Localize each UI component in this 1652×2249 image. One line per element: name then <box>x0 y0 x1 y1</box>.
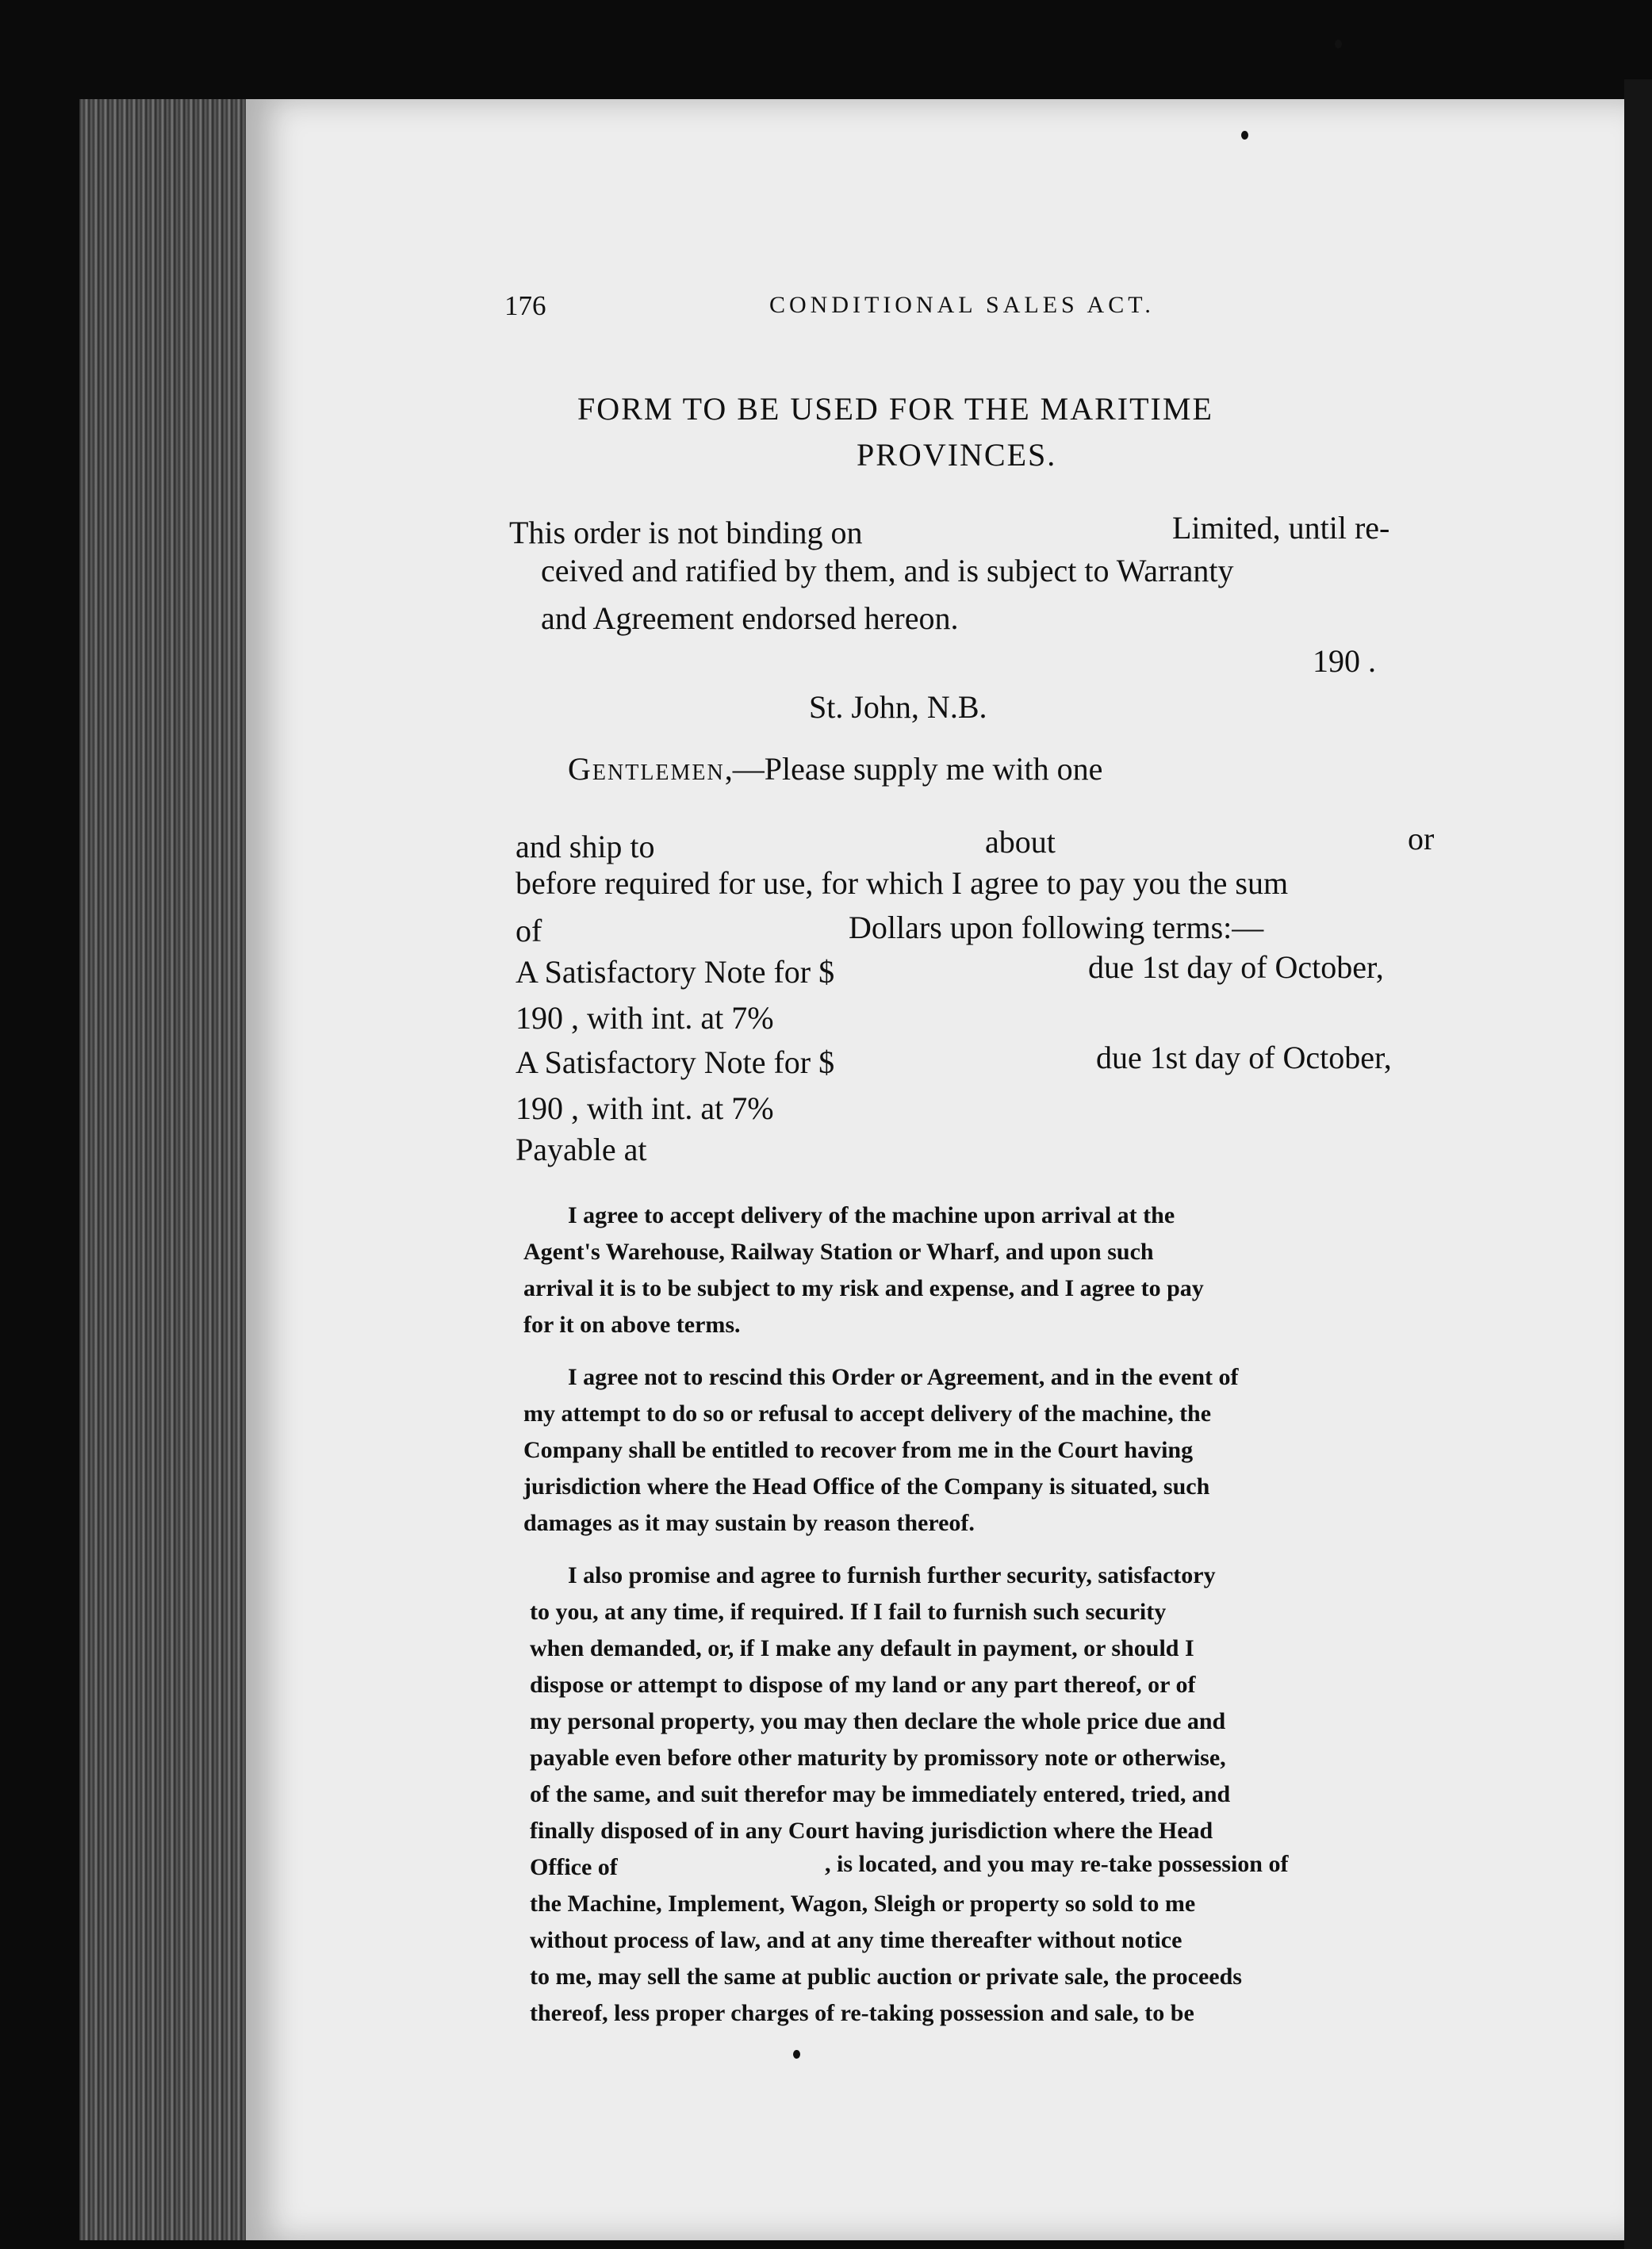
dollars-terms: Dollars upon following terms:— <box>849 910 1264 945</box>
para3-line: dispose or attempt to dispose of my land or any part thereof, or of <box>530 1672 1196 1698</box>
notice-line-3: and Agreement endorsed hereon. <box>541 600 959 636</box>
place-line: St. John, N.B. <box>809 689 987 725</box>
para2-line: Company shall be entitled to recover from me in the Court having <box>523 1437 1194 1463</box>
of-label: of <box>516 913 542 948</box>
running-title: CONDITIONAL SALES ACT. <box>769 292 1155 318</box>
note-1-interest: 190 , with int. at 7% <box>516 1000 774 1036</box>
para3-line: payable even before other maturity by promissory note or otherwise, <box>530 1745 1226 1771</box>
para2-line: my attempt to do so or refusal to accept delivery of the machine, the <box>523 1400 1212 1427</box>
or-label: or <box>1408 821 1435 856</box>
para1-line: arrival it is to be subject to my risk and expense, and I agree to pay <box>523 1275 1204 1301</box>
para2-line: damages as it may sustain by reason thereof. <box>523 1510 975 1536</box>
note-1-amount: A Satisfactory Note for $ <box>516 954 835 990</box>
para3-line: the Machine, Implement, Wagon, Sleigh or property so sold to me <box>530 1891 1196 1917</box>
form-title-line-1: FORM TO BE USED FOR THE MARITIME <box>577 391 1213 427</box>
para3-line: without process of law, and at any time thereafter without notice <box>530 1927 1182 1953</box>
para1-line: for it on above terms. <box>523 1312 741 1338</box>
notice-line-1b: Limited, until re- <box>1172 510 1390 546</box>
about-label: about <box>985 824 1056 860</box>
dark-margin-right <box>1624 79 1652 2249</box>
note-2-interest: 190 , with int. at 7% <box>516 1090 774 1126</box>
para3-line: to you, at any time, if required. If I fail to furnish such security <box>530 1599 1167 1625</box>
date-line: 190 . <box>1313 643 1376 679</box>
salutation <box>568 750 1102 787</box>
para1-line: I agree to accept delivery of the machine upon arrival at the <box>568 1202 1175 1228</box>
note-2-amount: A Satisfactory Note for $ <box>516 1044 835 1080</box>
payable-at: Payable at <box>516 1132 647 1167</box>
para3-line: of the same, and suit therefor may be immediately entered, tried, and <box>530 1781 1231 1807</box>
salutation-rest: ,—Please supply me with one <box>724 751 1103 787</box>
ink-speck <box>1241 131 1248 140</box>
page-edge-stack <box>79 99 254 2240</box>
para3-line: when demanded, or, if I make any default in payment, or should I <box>530 1635 1194 1661</box>
para3-office-rest: , is located, and you may re-take possession of <box>825 1851 1289 1877</box>
notice-line-2: ceived and ratified by them, and is subject to Warranty <box>541 553 1234 588</box>
before-line: before required for use, for which I agree to pay you the sum <box>516 865 1289 901</box>
salutation-smallcaps: Gentlemen <box>568 751 725 787</box>
para3-line: thereof, less proper charges of re-taking possession and sale, to be <box>530 2000 1194 2026</box>
notice-line-1a: This order is not binding on <box>509 515 863 550</box>
form-title-line-2: PROVINCES. <box>857 437 1057 473</box>
para3-line: I also promise and agree to furnish further security, satisfactory <box>568 1562 1216 1588</box>
para2-line: jurisdiction where the Head Office of the Company is situated, such <box>523 1473 1210 1500</box>
note-1-due: due 1st day of October, <box>1088 949 1384 985</box>
para3-office-label: Office of <box>530 1854 618 1880</box>
ink-speck <box>793 2050 800 2059</box>
note-2-due: due 1st day of October, <box>1096 1040 1392 1075</box>
para3-line: my personal property, you may then declare the whole price due and <box>530 1708 1226 1734</box>
para1-line: Agent's Warehouse, Railway Station or Wharf, and upon such <box>523 1239 1154 1265</box>
para3-line: to me, may sell the same at public auction or private sale, the proceeds <box>530 1964 1242 1990</box>
ink-speck <box>1335 40 1342 48</box>
para3-line: finally disposed of in any Court having jurisdiction where the Head <box>530 1818 1213 1844</box>
ship-to-label: and ship to <box>516 829 655 864</box>
para2-line: I agree not to rescind this Order or Agreement, and in the event of <box>568 1364 1239 1390</box>
page-number: 176 <box>504 290 546 321</box>
